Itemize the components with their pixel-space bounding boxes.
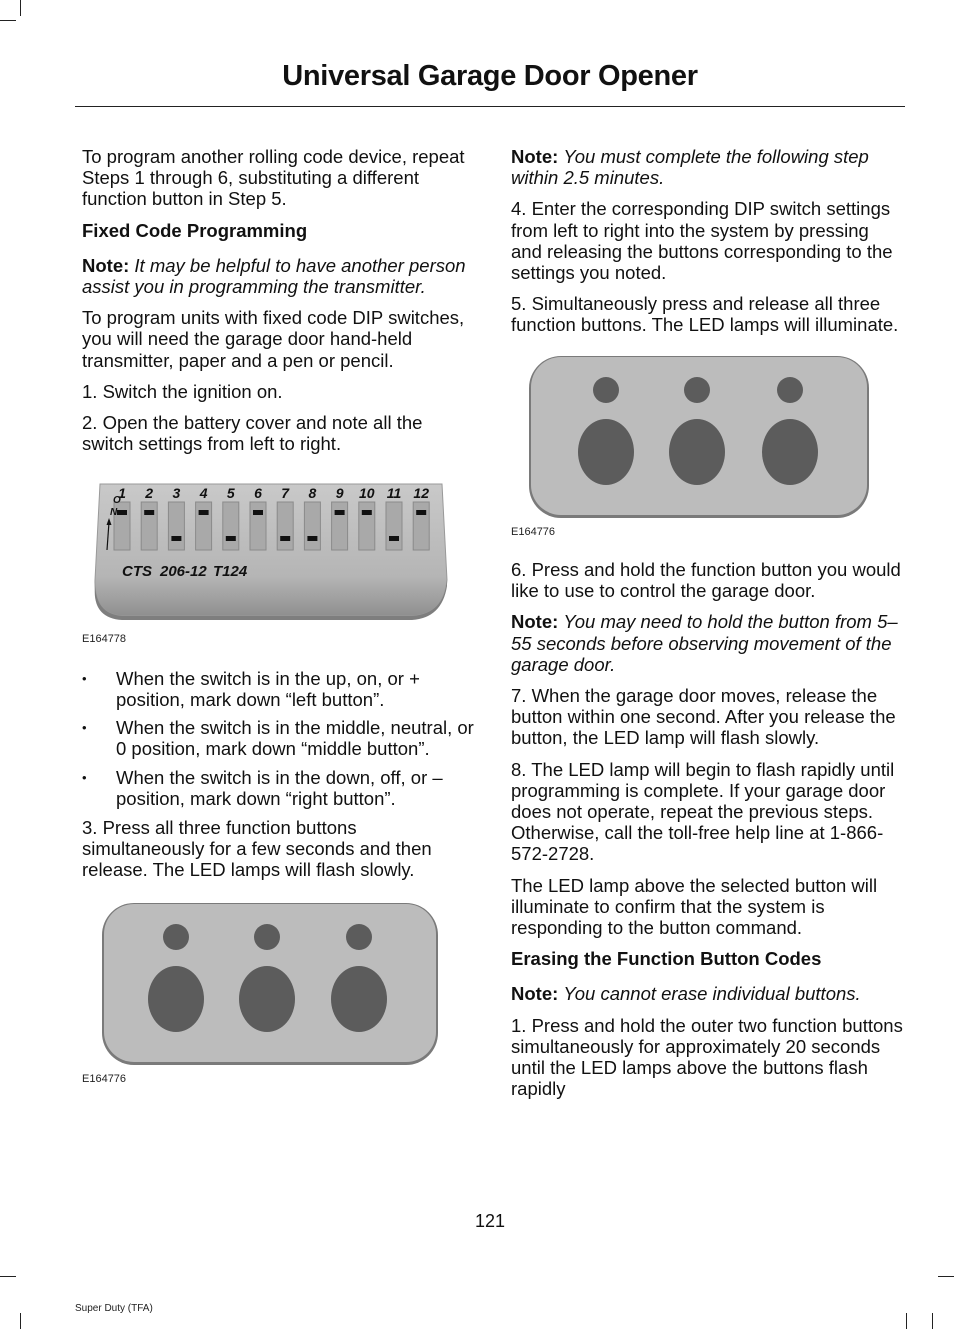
dip-switch-number: 7 xyxy=(281,485,290,502)
step-2: 2. Open the battery cover and note all the switch settings from left to right. xyxy=(82,412,423,455)
dip-switch-knob xyxy=(199,510,209,515)
dip-switch-number: 11 xyxy=(386,485,402,502)
label-206-12: 206-12 xyxy=(160,563,207,581)
step-5: 5. Simultaneously press and release all three function buttons. The LED lamps will illuminate. xyxy=(511,293,899,336)
note-label: Note: xyxy=(82,254,130,276)
dip-switch-knob xyxy=(362,510,372,515)
dip-switch-knob xyxy=(144,510,154,515)
function-buttons-figure xyxy=(511,352,903,543)
right-column xyxy=(511,146,903,1110)
note-label: Note: xyxy=(511,146,559,167)
title-rule xyxy=(75,106,905,107)
on-label-n: N xyxy=(110,507,118,519)
note-hold-duration xyxy=(511,611,903,675)
function-button xyxy=(669,419,725,485)
list-item: • When the switch is in the middle, neutral, or 0 position, mark down “middle button”. xyxy=(82,717,474,759)
note-text: You cannot erase individual buttons. xyxy=(563,983,861,1005)
left-column xyxy=(82,146,474,1090)
led-lamp xyxy=(346,924,372,950)
dip-switch-knob xyxy=(171,536,181,541)
step-4: 4. Enter the corresponding DIP switch settings from left to right into the system by pressing and releasing the buttons corresponding to the settings you noted. xyxy=(511,198,893,284)
note-text: You may need to hold the button from 5–55 seconds before observing movement of the garage door. xyxy=(511,611,898,675)
crop-mark xyxy=(20,0,21,16)
crop-mark xyxy=(932,1313,933,1329)
note-helper xyxy=(82,255,474,297)
function-button xyxy=(148,966,204,1032)
function-button xyxy=(331,966,387,1032)
dip-switch-number: 2 xyxy=(145,485,154,502)
crop-mark xyxy=(906,1313,907,1329)
dip-switch-slot xyxy=(386,502,402,550)
figure-code: E164776 xyxy=(511,525,556,538)
step-7: 7. When the garage door moves, release the button within one second. After you release the button, the LED lamp will flash slowly. xyxy=(511,685,896,749)
figure-code: E164776 xyxy=(82,1072,127,1085)
function-buttons-figure xyxy=(82,899,474,1090)
dip-switch-knob xyxy=(335,510,345,515)
dip-switch-number: 3 xyxy=(172,485,181,502)
dip-switch-slot xyxy=(223,502,239,550)
function-button xyxy=(239,966,295,1032)
function-button xyxy=(578,419,634,485)
footer-model: Super Duty (TFA) xyxy=(75,1303,153,1314)
dip-switch-number: 8 xyxy=(308,485,317,502)
heading-erasing: Erasing the Function Button Codes xyxy=(511,948,822,970)
figure-code: E164778 xyxy=(82,632,127,645)
step-8: 8. The LED lamp will begin to flash rapidly until programming is complete. If your garage door does not operate, repeat the previous steps. Otherwise, call the toll-free help line at 1-866-572-2728. xyxy=(511,758,895,865)
dip-switch-knob xyxy=(280,536,290,541)
step-1: 1. Switch the ignition on. xyxy=(82,380,283,402)
dip-switch-number: 10 xyxy=(359,485,375,502)
dip-switch-slot xyxy=(332,502,348,550)
dip-switch-knob xyxy=(226,536,236,541)
dip-switch-slot xyxy=(304,502,320,550)
led-lamp xyxy=(163,924,189,950)
led-lamp xyxy=(593,377,619,403)
erase-step-1: 1. Press and hold the outer two function buttons simultaneously for approximately 20 seconds until the LED lamps above the buttons flash rapidly xyxy=(511,1014,903,1100)
function-buttons-illustration xyxy=(511,352,903,520)
dip-switch-slot xyxy=(250,502,266,550)
dip-switch-number: 6 xyxy=(254,485,262,502)
dip-switch-slot xyxy=(196,502,212,550)
dip-switch-slot xyxy=(141,502,157,550)
note-text: It may be helpful to have another person assist you in programming the transmitter. xyxy=(82,254,466,298)
crop-mark xyxy=(0,1276,16,1277)
label-cts: CTS xyxy=(122,563,152,581)
dip-switch-slot xyxy=(413,502,429,550)
paragraph-rolling-code: To program another rolling code device, repeat Steps 1 through 6, substituting a different function button in Step 5. xyxy=(82,146,465,210)
dip-switch-knob xyxy=(117,510,127,515)
function-button xyxy=(762,419,818,485)
led-lamp xyxy=(777,377,803,403)
led-lamp xyxy=(254,924,280,950)
label-t124: T124 xyxy=(213,563,248,581)
switch-position-list xyxy=(82,668,474,809)
dip-switch-slot xyxy=(168,502,184,550)
dip-switch-slot xyxy=(277,502,293,550)
led-lamp xyxy=(684,377,710,403)
on-label-o: O xyxy=(113,495,121,507)
crop-mark xyxy=(938,1276,954,1277)
dip-switch-number: 4 xyxy=(199,485,208,502)
step-6: 6. Press and hold the function button you would like to use to control the garage door. xyxy=(511,559,901,602)
crop-mark xyxy=(20,1313,21,1329)
dip-switch-number: 12 xyxy=(413,485,429,502)
function-buttons-illustration xyxy=(82,899,474,1067)
dip-switch-number: 9 xyxy=(335,485,344,502)
note-text: You must complete the following step within 2.5 minutes. xyxy=(511,146,869,189)
dip-switch-knob xyxy=(307,536,317,541)
crop-mark xyxy=(0,20,16,21)
note-time-limit xyxy=(511,146,903,188)
list-item: • When the switch is in the up, on, or + position, mark down “left button”. xyxy=(82,668,474,710)
note-erase xyxy=(511,983,903,1004)
note-label: Note: xyxy=(511,611,559,633)
heading-fixed-code: Fixed Code Programming xyxy=(82,219,308,241)
dip-switch-illustration xyxy=(82,476,474,626)
step-3: 3. Press all three function buttons simultaneously for a few seconds and then release. The LED lamps will flash slowly. xyxy=(82,817,432,881)
dip-switch-number: 5 xyxy=(226,485,235,502)
list-item: • When the switch is in the down, off, or – position, mark down “right button”. xyxy=(82,767,474,809)
paragraph-led-confirm: The LED lamp above the selected button will illuminate to confirm that the system is responding to the button command. xyxy=(511,874,878,939)
page-title: Universal Garage Door Opener xyxy=(282,60,698,92)
dip-switch-knob xyxy=(253,510,263,515)
dip-switch-figure xyxy=(82,476,474,649)
note-label: Note: xyxy=(511,983,559,1005)
dip-switch-number: 1 xyxy=(118,485,126,502)
dip-switch-knob xyxy=(389,536,399,541)
dip-switch-knob xyxy=(416,510,426,515)
paragraph-dip-switches: To program units with fixed code DIP switches, you will need the garage door hand-held transmitter, paper and a pen or pencil. xyxy=(82,307,465,371)
dip-switch-slot xyxy=(359,502,375,550)
page-number: 121 xyxy=(474,1211,506,1231)
